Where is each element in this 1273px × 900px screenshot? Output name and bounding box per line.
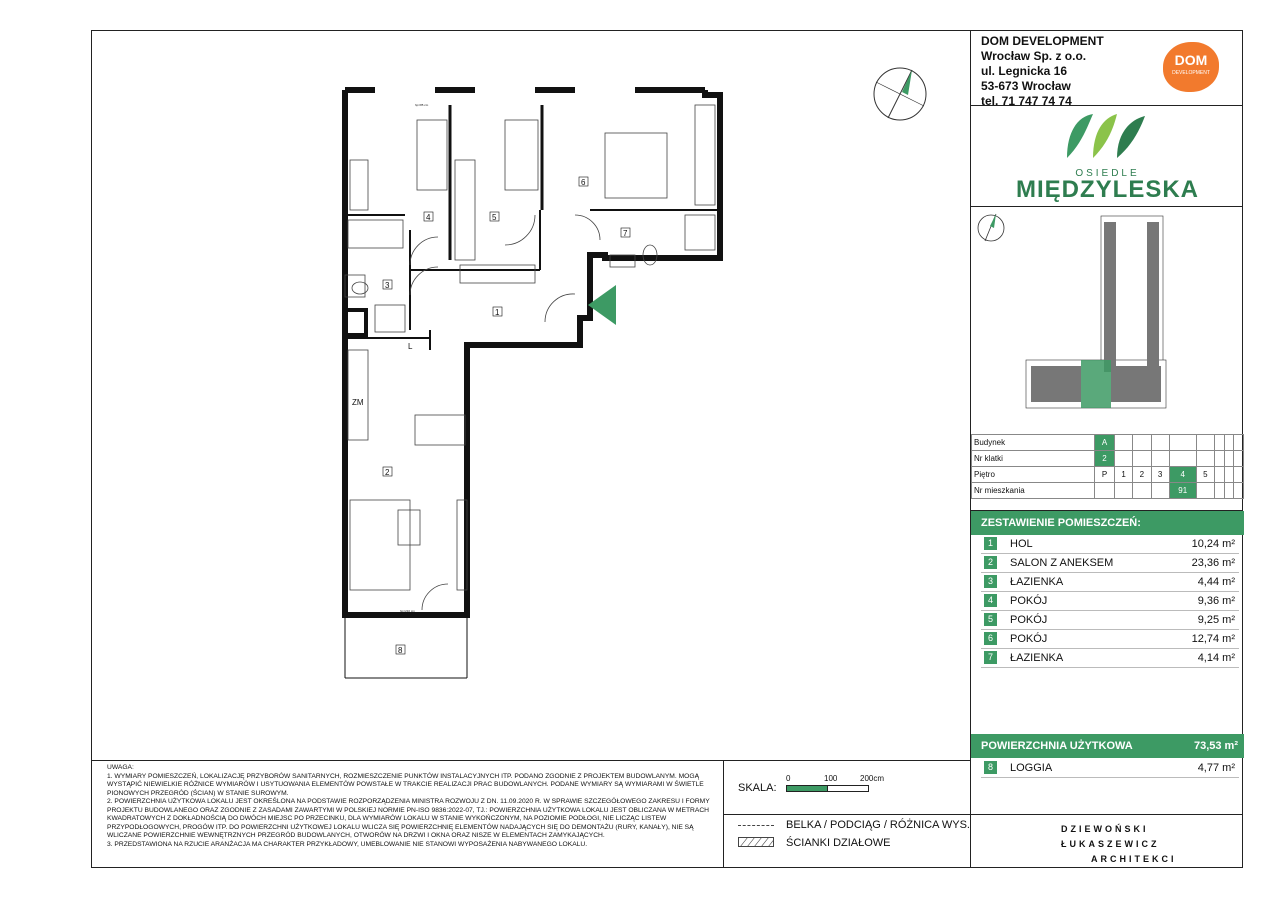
unit-info-cell (1224, 467, 1234, 483)
architect-logo (1061, 822, 1177, 867)
company-name: DOM DEVELOPMENT (981, 34, 1104, 48)
architect-line1: DZIEWOŃSKI (1061, 824, 1149, 834)
unit-info-cell (1151, 451, 1169, 467)
scale-bar-empty (827, 785, 869, 792)
unit-info-cell (1214, 467, 1224, 483)
doors (410, 215, 600, 610)
legend-partition: ŚCIANKI DZIAŁOWE (786, 837, 891, 849)
unit-info-cell (1133, 435, 1151, 451)
legend (723, 814, 970, 868)
unit-info-row (972, 451, 1244, 467)
brand-small: OSIEDLE (1075, 168, 1140, 179)
unit-info-cell (1196, 435, 1214, 451)
company-info (981, 34, 1104, 109)
room-number: 6 (984, 632, 997, 645)
usable-area-label: POWIERZCHNIA UŻYTKOWA (981, 740, 1133, 752)
room-area: 4,44 m² (1197, 576, 1235, 588)
room-label-8: 8 (398, 646, 403, 655)
unit-info-cell (1151, 483, 1169, 499)
company-phone: tel. 71 747 74 74 (981, 94, 1072, 108)
unit-info-cell (1214, 451, 1224, 467)
compass-icon (872, 66, 932, 126)
company-street: ul. Legnicka 16 (981, 64, 1068, 78)
unit-info-cell (1169, 451, 1196, 467)
note-3: 3. PRZEDSTAWIONA NA RZUCIE ARANŻACJA MA CHARAKTER PRZYKŁADOWY, UMEBLOWANIE NIE STANOWI WYPOSAŻENIA NABYWANEGO LOKALU. (107, 840, 588, 848)
room-row (981, 535, 1239, 554)
room-name: ŁAZIENKA (1010, 652, 1064, 664)
room-markers (383, 177, 630, 655)
room-row (981, 592, 1239, 611)
room-area: 10,24 m² (1191, 538, 1235, 550)
room-name: ŁAZIENKA (1010, 576, 1064, 588)
unit-info-cell: 2 (1095, 451, 1115, 467)
scale-bar-filled (786, 785, 828, 792)
unit-info-row (972, 483, 1244, 499)
note-1: 1. WYMIARY POMIESZCZEŃ, LOKALIZACJĘ PRZYBORÓW SANITARNYCH, ROZMIESZCZENIE PUNKTÓW INSTALACYJNYCH ITP. PODANO ZGODNIE Z PROJEKTEM BUDOWLANYM. MOGĄ WYSTĄPIĆ NIEWIELKIE RÓŻNICE WYMIARÓW I USYTUOWANIA ELEMENTÓW POWSTAŁE W TRAKCIE REALIZACJI PRAC BUDOWLANYCH. PODANE WYMIARY SĄ WYMIARAMI W ŚWIETLE PIONOWYCH PRZEGRÓD (ŚCIAN) W STANIE SUROWYM. (107, 772, 704, 797)
laundry-label: L (408, 342, 413, 351)
room-area: 12,74 m² (1191, 633, 1235, 645)
scale-tick-100: 100 (824, 774, 838, 783)
room-label-7: 7 (623, 229, 628, 238)
unit-info-cell (1234, 467, 1244, 483)
note-2: 2. POWIERZCHNIA UŻYTKOWA LOKALU JEST OKREŚLONA NA PODSTAWIE ROZPORZĄDZENIA MINISTRA ROZWOJU Z DN. 11.09.2020 R. W SPRAWIE SZCZEGÓŁOWEGO ZAKRESU I FORMY PROJEKTU BUDOWLANEGO ORAZ ZGODNIE Z ZASADAMI ZAWARTYMI W POLSKIEJ NORMIE PN-ISO 9836:2022-07, TJ.: POWIERZCHNIA UŻYTKOWA LOKALU JEST OBLICZANA W METRACH KWADRATOWYCH Z DOKŁADNOŚCIĄ DO DWÓCH MIEJSC PO PRZECINKU, DLA WYMIARÓW LOKALU W STANIE WYKOŃCZONYM, NA POZIOMIE PODŁOGI, NIE LICZĄC LISTEW PRZYPODŁOGOWYCH, PROGÓW ITP. DO POWIERZCHNI UŻYTKOWEJ LOKALU WLICZA SIĘ POWIERZCHNIĘ ELEMENTÓW NADAJĄCYCH SIĘ DO DEMONTAŻU (RURY, KANAŁY), NIE SĄ WLICZANE POWIERZCHNIE WEWNĘTRZNYCH PRZEGRÓD BUDOWLANYCH, OTWORÓW NA DRZWI I OKNA ORAZ NISZE W ELEMENTACH ZAMYKAJĄCYCH. (107, 798, 710, 839)
room-number: 5 (984, 613, 997, 626)
unit-info-cell (1234, 483, 1244, 499)
company-entity: Wrocław Sp. z o.o. (981, 49, 1087, 63)
unit-info-cell (1214, 435, 1224, 451)
scale-box (723, 760, 970, 814)
window-label: hp=85 cm (415, 103, 429, 107)
unit-info-cell (1151, 435, 1169, 451)
legend-beam: BELKA / PODCIĄG / RÓŻNICA WYS. (786, 819, 970, 831)
room-label-3: 3 (385, 281, 390, 290)
room-row (981, 611, 1239, 630)
unit-info-cell (1224, 435, 1234, 451)
unit-info-label: Piętro (972, 467, 1095, 483)
shaft (346, 310, 366, 335)
room-name: POKÓJ (1010, 633, 1048, 645)
unit-info-cell (1095, 483, 1115, 499)
key-plan (971, 208, 1244, 433)
unit-info-cell (1234, 435, 1244, 451)
unit-info-label: Nr klatki (972, 451, 1095, 467)
loggia-num: 8 (984, 761, 997, 774)
beam-line-icon (738, 825, 774, 826)
unit-info-cell (1234, 451, 1244, 467)
room-row (981, 554, 1239, 573)
room-area: 9,36 m² (1197, 595, 1235, 607)
hatch-icon (738, 837, 774, 847)
unit-info-cell: 91 (1169, 483, 1196, 499)
brand-title: MIĘDZYLESKA (1015, 176, 1199, 203)
loggia-area: 4,77 m² (1197, 762, 1235, 774)
room-name: POKÓJ (1010, 595, 1048, 607)
unit-info-cell (1214, 483, 1224, 499)
usable-area-value: 73,53 m² (1193, 740, 1238, 752)
room-row (981, 630, 1239, 649)
door-height-label: hp=210 cm (400, 609, 415, 613)
room-number: 1 (984, 537, 997, 550)
room-label-6: 6 (581, 178, 586, 187)
unit-info-cell (1196, 483, 1214, 499)
room-number: 4 (984, 594, 997, 607)
fridge-label: ZM (352, 398, 364, 407)
scale-label: SKALA: (738, 782, 777, 794)
room-label-2: 2 (385, 468, 390, 477)
sidebar (970, 30, 1243, 868)
unit-info-cell (1114, 483, 1132, 499)
unit-info-cell (1196, 451, 1214, 467)
room-row (981, 649, 1239, 668)
unit-info-cell: 3 (1151, 467, 1169, 483)
notes (91, 760, 723, 868)
dom-development-logo (1159, 36, 1227, 94)
room-area: 4,14 m² (1197, 652, 1235, 664)
scale-tick-0: 0 (786, 774, 791, 783)
unit-info-row (972, 435, 1244, 451)
unit-info-cell (1133, 483, 1151, 499)
unit-info-cell (1169, 435, 1196, 451)
unit-info-cell (1133, 451, 1151, 467)
unit-info-cell: A (1095, 435, 1115, 451)
unit-info-cell: 4 (1169, 467, 1196, 483)
room-name: HOL (1010, 538, 1033, 550)
room-label-1: 1 (495, 308, 500, 317)
logo-text: DOM (1174, 52, 1208, 68)
unit-info-table (971, 434, 1244, 499)
scale-tick-200: 200cm (860, 774, 885, 783)
leaf-logo-icon (1059, 110, 1159, 162)
room-area: 23,36 m² (1191, 557, 1235, 569)
room-number: 3 (984, 575, 997, 588)
unit-info-cell (1114, 451, 1132, 467)
unit-info-label: Budynek (972, 435, 1095, 451)
unit-info-cell: 2 (1133, 467, 1151, 483)
loggia-row (981, 759, 1239, 778)
unit-info-cell: P (1095, 467, 1115, 483)
room-name: POKÓJ (1010, 614, 1048, 626)
floor-plan (300, 60, 760, 710)
usable-area-bar (971, 734, 1244, 758)
room-area: 9,25 m² (1197, 614, 1235, 626)
room-row (981, 573, 1239, 592)
room-label-5: 5 (492, 213, 497, 222)
architect-line2: ŁUKASZEWICZ (1061, 839, 1160, 849)
unit-info-label: Nr mieszkania (972, 483, 1095, 499)
loggia-name: LOGGIA (1010, 762, 1053, 774)
unit-info-cell (1224, 483, 1234, 499)
rooms-heading: ZESTAWIENIE POMIESZCZEŃ: (971, 511, 1244, 535)
room-name: SALON Z ANEKSEM (1010, 557, 1114, 569)
unit-info-cell (1114, 435, 1132, 451)
room-number: 2 (984, 556, 997, 569)
unit-info-row (972, 467, 1244, 483)
unit-info-cell: 5 (1196, 467, 1214, 483)
unit-info-body (972, 435, 1244, 499)
unit-info-cell (1224, 451, 1234, 467)
unit-info-cell: 1 (1114, 467, 1132, 483)
notes-title: UWAGA: (107, 764, 134, 771)
architect-line3: ARCHITEKCI (1091, 854, 1177, 864)
logo-subtext: DEVELOPMENT (1172, 70, 1210, 76)
company-city: 53-673 Wrocław (981, 79, 1071, 93)
room-number: 7 (984, 651, 997, 664)
room-label-4: 4 (426, 213, 431, 222)
